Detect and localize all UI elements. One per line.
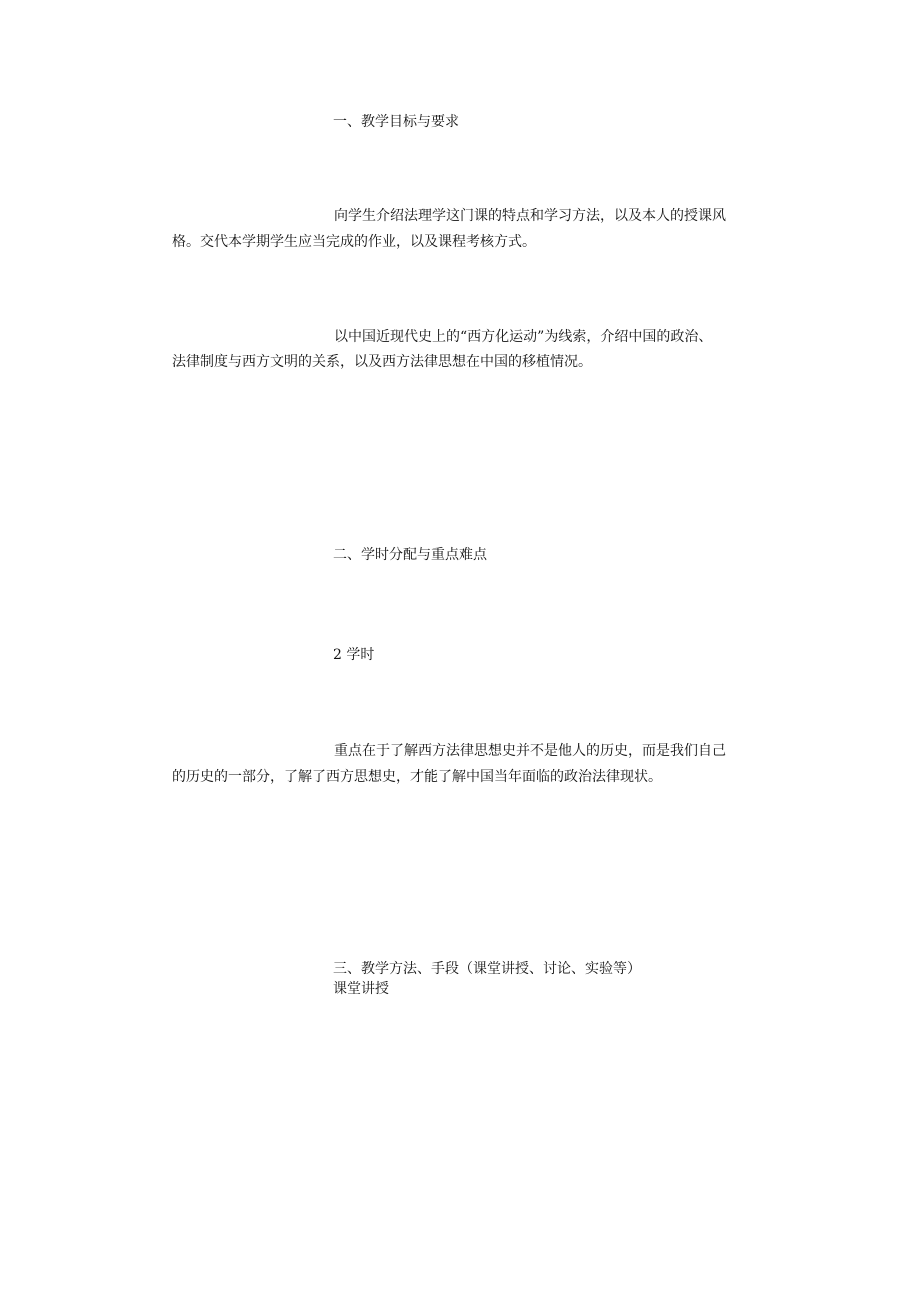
section1-para2-line1: 以中国近现代史上的“西方化运动”为线索，介绍中国的政治、 — [334, 329, 713, 345]
section1-para2-line2: 法律制度与西方文明的关系，以及西方法律思想在中国的移植情况。 — [172, 354, 592, 370]
section2-para-line2: 的历史的一部分，了解了西方思想史，才能了解中国当年面临的政治法律现状。 — [172, 769, 662, 785]
section1-para1-line2: 格。交代本学期学生应当完成的作业，以及课程考核方式。 — [172, 234, 536, 250]
section3-heading: 三、教学方法、手段（课堂讲授、讨论、实验等） — [333, 961, 641, 977]
section2-hours: 2 学时 — [333, 647, 375, 663]
section1-para1-line1: 向学生介绍法理学这门课的特点和学习方法，以及本人的授课风 — [334, 208, 726, 224]
section3-method: 课堂讲授 — [333, 981, 389, 997]
section1-heading: 一、教学目标与要求 — [333, 114, 459, 130]
section2-heading: 二、学时分配与重点难点 — [333, 547, 487, 563]
section2-para-line1: 重点在于了解西方法律思想史并不是他人的历史，而是我们自己 — [334, 743, 726, 759]
